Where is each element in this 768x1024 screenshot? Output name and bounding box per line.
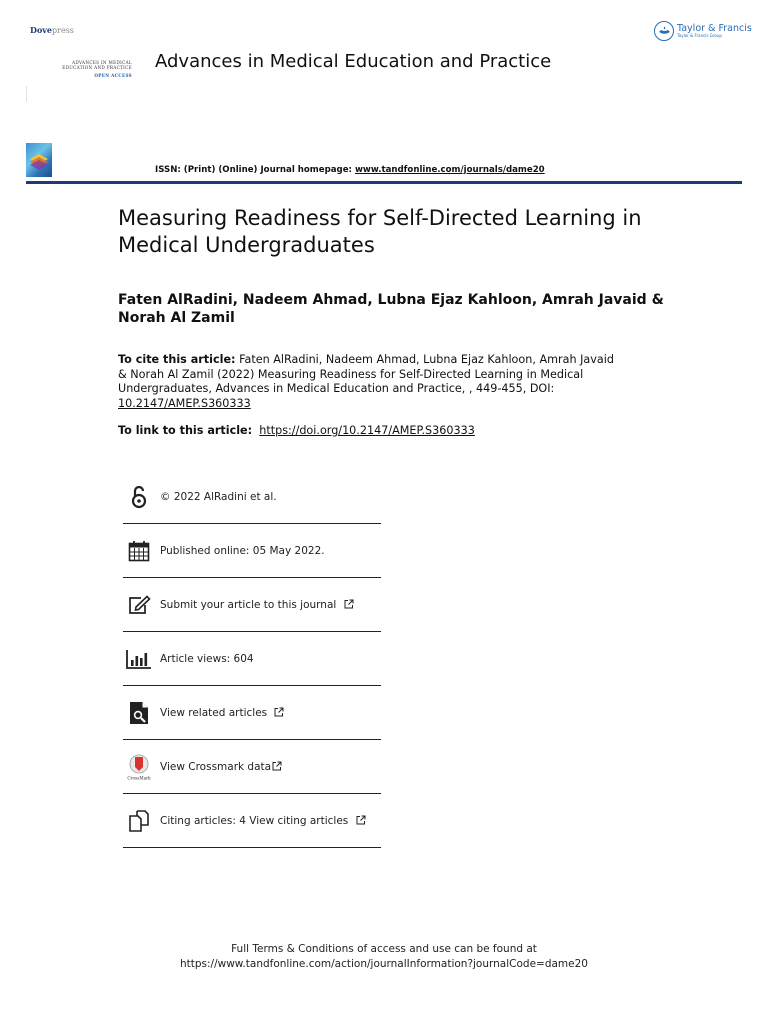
crossmark-link[interactable] — [160, 761, 282, 773]
dovepress-logo-light: press — [52, 26, 74, 35]
journal-logo-line2: EDUCATION AND PRACTICE — [62, 65, 132, 70]
article-link-line — [118, 424, 475, 437]
published-text: Published online: 05 May 2022. — [160, 544, 325, 557]
article-info-list — [123, 470, 381, 848]
article-doi-link[interactable]: https://doi.org/10.2147/AMEP.S360333 — [259, 424, 475, 437]
related-articles-label: View related articles — [160, 706, 268, 719]
info-row-published — [123, 524, 381, 578]
terms-line1: Full Terms & Conditions of access and use can be found at — [231, 943, 537, 955]
cite-text: Faten AlRadini, Nadeem Ahmad, Lubna Ejaz Kahloon, Amrah Javaid & Norah Al Zamil (2022) Measuring Readiness for Self-Directed Learning in Medical Undergraduates, Advances in Medical Education and Practice, , 449-455, DOI: — [118, 353, 614, 395]
info-row-license — [123, 470, 381, 524]
issn-line — [155, 165, 545, 175]
cite-label: To cite this article: — [118, 353, 236, 366]
link-label: To link to this article: — [118, 424, 253, 437]
info-row-crossmark[interactable] — [123, 740, 381, 794]
license-text: © 2022 AlRadini et al. — [160, 490, 277, 503]
terms-url[interactable]: https://www.tandfonline.com/action/journalInformation?journalCode=dame20 — [180, 958, 588, 970]
taylor-francis-lamp-icon — [654, 21, 674, 41]
crossmark-icon — [126, 754, 152, 780]
dovepress-logo-bold: Dove — [30, 25, 53, 35]
article-views-text: Article views: 604 — [160, 652, 254, 665]
related-articles-link[interactable] — [160, 707, 284, 719]
journal-title: Advances in Medical Education and Practice — [155, 51, 552, 72]
taylor-francis-name: Taylor & Francis — [677, 22, 752, 34]
external-link-icon — [274, 707, 284, 717]
dovepress-logo — [30, 25, 74, 35]
journal-cover-thumbnail[interactable] — [26, 143, 52, 177]
terms-footer — [0, 942, 768, 972]
article-authors: Faten AlRadini, Nadeem Ahmad, Lubna Ejaz Kahloon, Amrah Javaid & Norah Al Zamil — [118, 292, 664, 326]
crossmark-caption: CrossMark — [127, 775, 151, 780]
issn-text: ISSN: (Print) (Online) Journal homepage: — [155, 165, 352, 175]
citation-block — [118, 353, 618, 411]
info-row-views — [123, 632, 381, 686]
external-link-icon — [272, 761, 282, 771]
submit-article-label: Submit your article to this journal — [160, 598, 337, 611]
open-access-icon — [126, 484, 152, 510]
cite-doi-link[interactable]: 10.2147/AMEP.S360333 — [118, 396, 251, 410]
article-title: Measuring Readiness for Self-Directed Learning in Medical Undergraduates — [118, 206, 642, 257]
journal-logo-line1: ADVANCES IN MEDICAL — [72, 60, 132, 65]
submit-article-link[interactable] — [160, 599, 354, 611]
citing-articles-label: Citing articles: 4 View citing articles — [160, 814, 349, 827]
info-row-submit[interactable] — [123, 578, 381, 632]
citing-articles-icon — [126, 808, 152, 834]
journal-logo-open-access: OPEN ACCESS — [94, 73, 132, 78]
edit-icon — [126, 592, 152, 618]
info-row-related[interactable] — [123, 686, 381, 740]
external-link-icon — [356, 815, 366, 825]
header-rule — [26, 181, 742, 184]
info-row-citing[interactable] — [123, 794, 381, 848]
search-document-icon — [126, 700, 152, 726]
external-link-icon — [344, 599, 354, 609]
calendar-icon — [126, 538, 152, 564]
taylor-francis-group: Taylor & Francis Group — [677, 33, 722, 39]
journal-homepage-link[interactable]: www.tandfonline.com/journals/dame20 — [354, 165, 545, 175]
crossmark-label: View Crossmark data — [160, 760, 272, 773]
header-divider — [26, 86, 27, 102]
journal-logo — [56, 60, 132, 78]
bar-chart-icon — [126, 646, 152, 672]
citing-articles-link[interactable] — [160, 815, 366, 827]
taylor-francis-logo[interactable] — [654, 21, 752, 41]
